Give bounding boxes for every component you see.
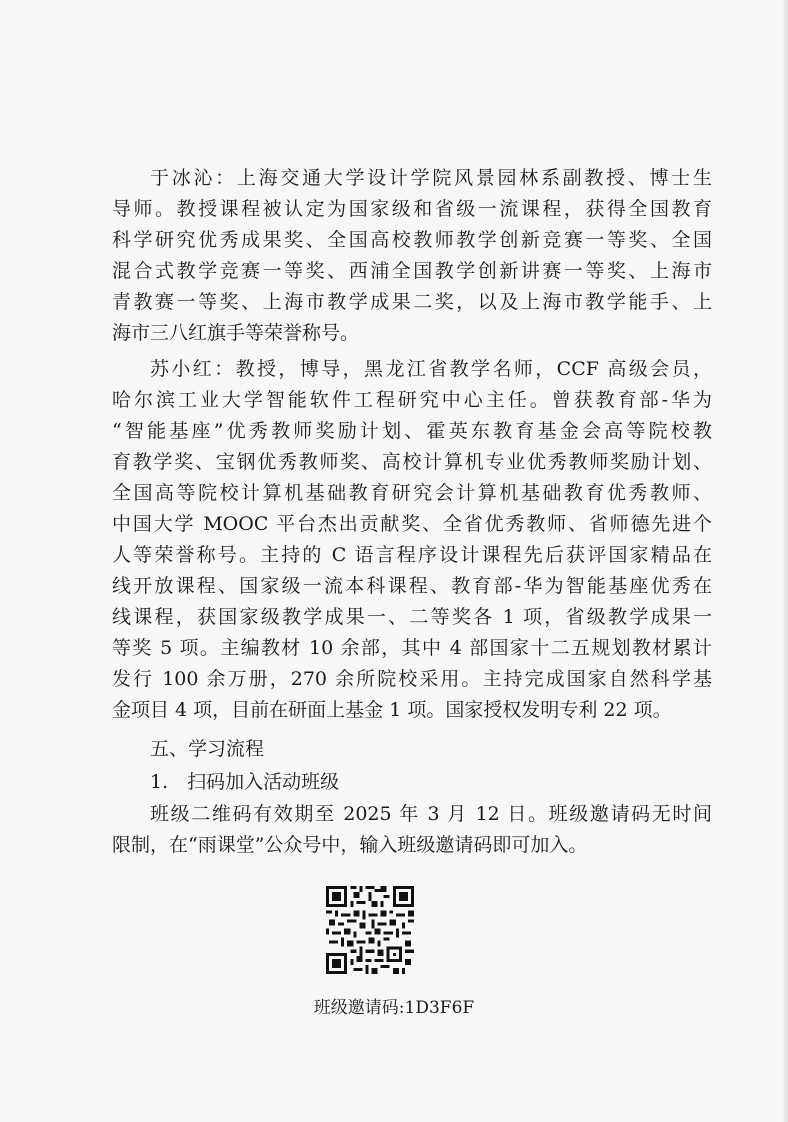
text-line: 海市三八红旗手等荣誉称号。 xyxy=(112,322,360,344)
text-line: 人等荣誉称号。主持的 C 语言程序设计课程先后获评国家精品在 xyxy=(112,544,712,566)
text-line: 限制，在“雨课堂”公众号中，输入班级邀请码即可加入。 xyxy=(112,834,588,856)
paragraph-yu-bingqin xyxy=(112,163,712,349)
text-line: 金项目 4 项，目前在研面上基金 1 项。国家授权发明专利 22 项。 xyxy=(112,699,672,721)
text-line: 等奖 5 项。主编教材 10 余部，其中 4 部国家十二五规划教材累计 xyxy=(112,637,712,659)
invite-code-caption: 班级邀请码:1D3F6F xyxy=(313,998,475,1018)
class-qr-code[interactable] xyxy=(326,886,414,974)
paragraph-su-xiaohong xyxy=(112,354,712,726)
text-line: 苏小红：教授，博导，黑龙江省教学名师，CCF 高级会员， xyxy=(150,358,712,380)
text-line: 哈尔滨工业大学智能软件工程研究中心主任。曾获教育部-华为 xyxy=(112,389,712,411)
text-line: 于冰沁：上海交通大学设计学院风景园林系副教授、博士生 xyxy=(150,167,712,189)
text-line: 青教赛一等奖、上海市教学成果二奖，以及上海市教学能手、上 xyxy=(112,291,712,313)
text-line: 线课程，获国家级教学成果一、二等奖各 1 项，省级教学成果一 xyxy=(112,606,712,628)
text-line: 导师。教授课程被认定为国家级和省级一流课程，获得全国教育 xyxy=(112,198,712,220)
text-line: 线开放课程、国家级一流本科课程、教育部-华为智能基座优秀在 xyxy=(112,575,712,597)
text-line: 全国高等院校计算机基础教育研究会计算机基础教育优秀教师、 xyxy=(112,482,712,504)
section-heading: 五、学习流程 xyxy=(150,738,265,760)
text-line: 科学研究优秀成果奖、全国高校教师教学创新竞赛一等奖、全国 xyxy=(112,229,712,251)
text-line: 班级二维码有效期至 2025 年 3 月 12 日。班级邀请码无时间 xyxy=(150,803,712,825)
text-line: 混合式教学竞赛一等奖、西浦全国教学创新讲赛一等奖、上海市 xyxy=(112,260,712,282)
text-line: 发行 100 余万册，270 余所院校采用。主持完成国家自然科学基 xyxy=(112,668,712,690)
text-line: 中国大学 MOOC 平台杰出贡献奖、全省优秀教师、省师德先进个 xyxy=(112,513,712,535)
paragraph-class-info xyxy=(112,799,712,861)
step-heading: 1. 扫码加入活动班级 xyxy=(150,771,340,793)
page-edge xyxy=(782,0,788,1122)
text-line: “智能基座”优秀教师奖励计划、霍英东教育基金会高等院校教 xyxy=(112,420,712,442)
text-line: 育教学奖、宝钢优秀教师奖、高校计算机专业优秀教师奖励计划、 xyxy=(112,451,712,473)
